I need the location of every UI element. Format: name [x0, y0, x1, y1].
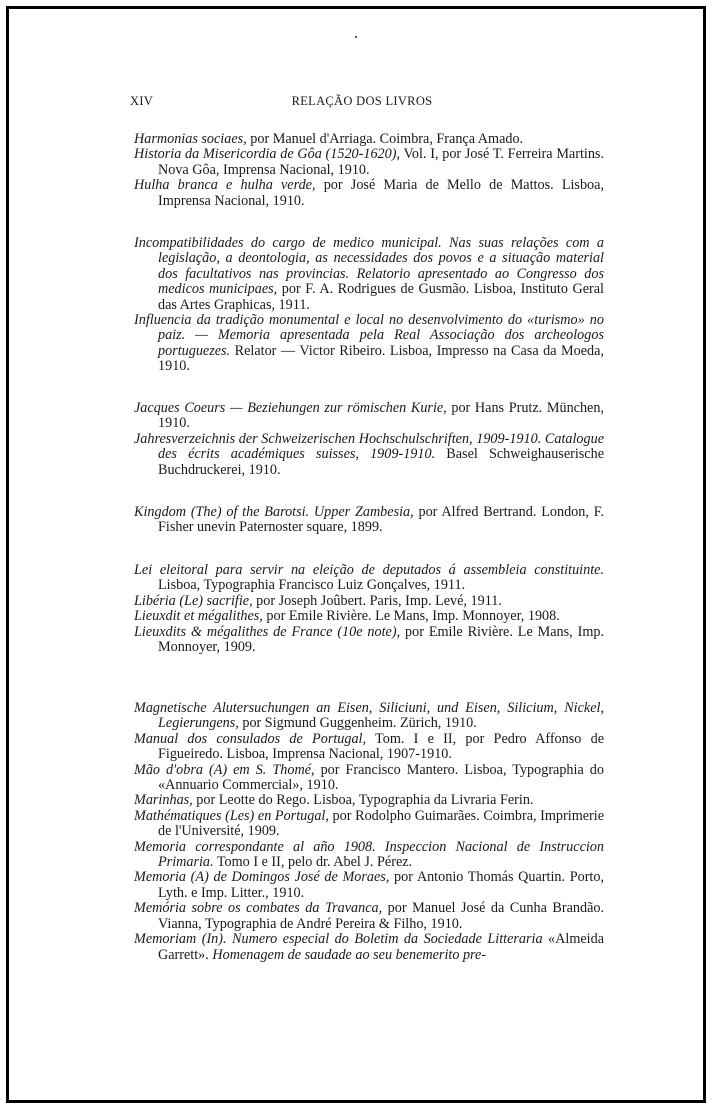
bibliography-entry — [134, 732, 604, 763]
entry-title: Mathématiques (Les) en Portugal, — [134, 807, 329, 824]
entry-title: Jahresverzeichnis der Schweizerischen Hochschulschriften, 1909-1910. Catalogue des écrits académiques suisses, 1909-1910. — [134, 430, 604, 463]
entry-details: Tom. I e II, por Pedro Affonso de Figueiredo. Lisboa, Imprensa Nacional, 1907-1910. — [158, 730, 604, 763]
entry-title: Memoria (A) de Domingos José de Moraes, — [134, 869, 390, 886]
entry-title: Kingdom (The) of the Barotsi. Upper Zambesia, — [134, 504, 414, 520]
bibliography-entry — [134, 313, 604, 375]
entry-title: Memória sobre os combates da Travanca, — [134, 900, 383, 917]
entry-title: Harmonias sociaes, — [134, 131, 247, 147]
bibliography-entry — [134, 132, 604, 147]
entry-details: Vol. I, por José T. Ferreira Martins. Nova Gôa, Imprensa Nacional, 1910. — [158, 146, 604, 178]
entry-details: por Hans Prutz. München, 1910. — [158, 400, 604, 432]
entry-details: por Sigmund Guggenheim. Zürich, 1910. — [238, 715, 477, 732]
ink-speck — [355, 36, 357, 38]
entry-title: Jacques Coeurs — Beziehungen zur römischen Kurie, — [134, 400, 447, 416]
entry-title: Memoria correspondante al año 1908. Inspeccion Nacional de Instruccion Primaria. — [134, 838, 604, 871]
bibliography-entry — [134, 932, 604, 963]
entry-title: Lieuxdits & mégalithes de France (10e note), — [134, 623, 401, 640]
entry-group-i — [134, 236, 604, 375]
entry-details: por Emile Rivière. Le Mans, Imp. Monnoyer, 1908. — [262, 608, 560, 625]
entry-details: por Francisco Mantero. Lisboa, Typographia do «Annuario Commercial», 1910. — [158, 761, 604, 794]
entry-title: Lieuxdit et mégalithes, — [134, 608, 263, 625]
entry-details: por Joseph Joûbert. Paris, Imp. Levé, 1911. — [252, 592, 502, 609]
bibliography-entry — [134, 594, 604, 609]
entry-details: por Manuel José da Cunha Brandão. Vianna, Typographia de André Pereira & Filho, 1910. — [158, 900, 605, 932]
page-number: XIV — [130, 94, 154, 108]
entry-details: Tomo I e II, pelo dr. Abel J. Pérez. — [213, 854, 413, 871]
bibliography-entry — [134, 178, 604, 209]
entry-title: Mão d'obra (A) em S. Thomé, — [134, 761, 315, 778]
entry-title: Magnetische Alutersuchungen an Eisen, Siliciuni, und Eisen, Silicium, Nickel, Legierungens, — [134, 700, 604, 732]
bibliography-entry — [134, 401, 604, 432]
entry-title-continued: Homenagem de saudade ao seu benemerito pre- — [212, 946, 487, 963]
bibliography-entry — [134, 701, 604, 732]
entry-details: por Rodolpho Guimarães. Coimbra, Imprimerie de l'Université, 1909. — [158, 807, 604, 840]
entry-group-k — [134, 505, 604, 536]
bibliography-entry — [134, 809, 604, 840]
entry-details: por Emile Rivière. Le Mans, Imp. Monnoyer, 1909. — [158, 623, 604, 656]
entry-title: Lei eleitoral para servir na eleição de deputados á assembleia constituinte. — [134, 562, 604, 578]
entry-title: Manual dos consulados de Portugal, — [134, 730, 367, 747]
bibliography-entry — [134, 505, 604, 536]
bibliography-entry — [134, 793, 604, 808]
entry-details: por Alfred Bertrand. London, F. Fisher unevin Paternoster square, 1899. — [158, 504, 604, 536]
bibliography-entry — [134, 236, 604, 313]
entry-group-h — [134, 132, 604, 209]
bibliography-entry — [134, 432, 604, 478]
entry-details: por F. A. Rodrigues de Gusmão. Lisboa, Instituto Geral das Artes Graphicas, 1911. — [158, 281, 604, 313]
entry-details: por José Maria de Mello de Mattos. Lisboa, Imprensa Nacional, 1910. — [158, 177, 604, 209]
entry-title: Hulha branca e hulha verde, — [134, 177, 316, 194]
entry-title: Incompatibilidades do cargo de medico municipal. Nas suas relações com a legislação, a deontologia, as necessidades dos povos e a situação material dos facultativos nas provincias. Relatorio apresentado ao Congresso dos medicos municipaes, — [134, 235, 604, 298]
bibliography-entry — [134, 901, 604, 932]
entry-details: «Almeida Garrett». — [158, 931, 605, 963]
bibliography-entry — [134, 609, 604, 624]
entry-group-m — [134, 701, 604, 963]
entry-title: Libéria (Le) sacrifie, — [134, 592, 253, 609]
bibliography-entry — [134, 870, 604, 901]
bibliography-entry — [134, 840, 604, 871]
entry-group-j — [134, 401, 604, 478]
entry-details: por Antonio Thomás Quartin. Porto, Lyth. e Imp. Litter., 1910. — [158, 869, 604, 901]
bibliography-entry — [134, 563, 604, 594]
entry-title: Memoriam (In). Numero especial do Boletim da Sociedade Litteraria — [134, 931, 543, 948]
entry-details: Basel Schweighauserische Buchdruckerei, 1910. — [158, 446, 604, 478]
bibliography-entry — [134, 625, 604, 656]
entry-details: por Leotte do Rego. Lisboa, Typographia da Livraria Ferin. — [192, 792, 534, 809]
running-title: RELAÇÃO DOS LIVROS — [291, 94, 433, 108]
entry-title: Marinhas, — [134, 792, 193, 809]
entry-title: Historia da Misericordia de Gôa (1520-1620), — [134, 146, 401, 163]
entry-title: Influencia da tradição monumental e local no desenvolvimento do «turismo» no paiz. — Memoria apresentada pela Real Associação dos archeologos portuguezes. — [134, 312, 604, 359]
running-head — [130, 94, 594, 112]
entry-details: Lisboa, Typographia Francisco Luiz Gonçalves, 1911. — [158, 577, 466, 594]
entry-details: Relator — Victor Ribeiro. Lisboa, Impresso na Casa da Moeda, 1910. — [158, 342, 604, 375]
entry-details: por Manuel d'Arriaga. Coimbra, França Amado. — [246, 131, 524, 147]
entry-group-l — [134, 563, 604, 655]
bibliography-entry — [134, 147, 604, 178]
bibliography-entry — [134, 763, 604, 794]
